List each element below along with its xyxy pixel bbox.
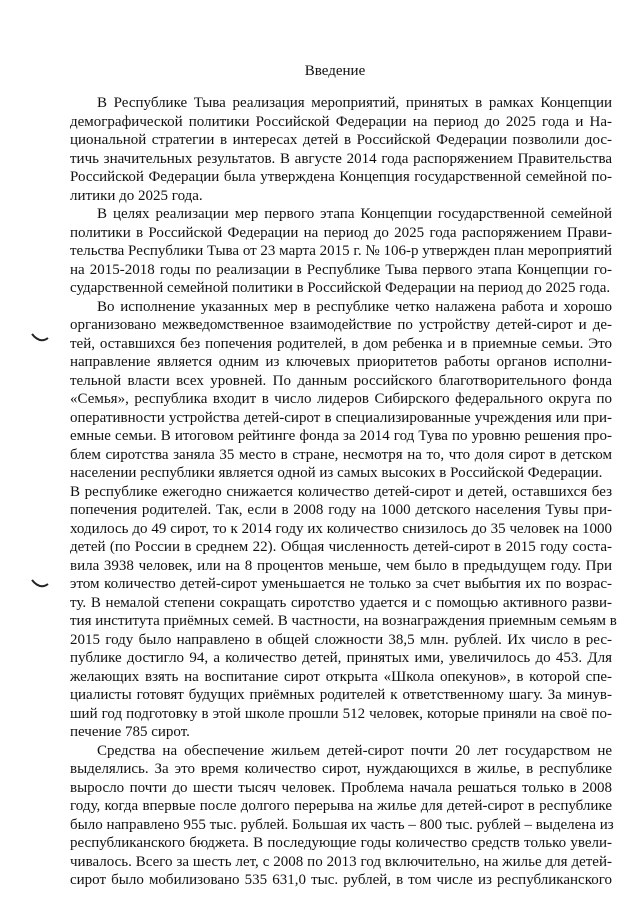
text-line: детей (по России в среднем 22). Общая численность детей-сирот в 2015 году соста- [70,539,612,555]
text-line: ту. В немалой степени сокращать сиротство удается и с помощью активного разви- [70,594,612,611]
text-line: ший год подготовку в этой школе прошли 512 человек, которые приняли на своё по- [70,705,612,722]
text-line: В целях реализации мер первого этапа Концепции государственной семейной [97,206,612,222]
text-line: оперативности устройства детей-сирот в специализированные учреждения или при- [70,409,612,426]
text-line: «Семья», республика входит в число лидеров Сибирского федерального округа по [70,391,612,407]
text-line: Во исполнение указанных мер в республике четко налажена работа и хорошо [97,298,612,315]
text-line: В республике ежегодно снижается количество детей-сирот и детей, оставшихся без [70,483,612,500]
text-line: циалисты готовят будущих приёмных родителей к ответственному шагу. За минув- [70,687,612,703]
text-line: демографической политики Российской Федерации на период до 2025 года и На- [70,113,612,130]
text-line: на 2015-2018 годы по реализации в Республике Тыва первого этапа Концепции го- [70,261,612,278]
text-line: Российской Федерации была утверждена Концепция государственной семейной по- [70,169,612,185]
text-line: тей, оставшихся без попечения родителей, в дом ребенка и в приемные семьи. Это [70,335,612,352]
text-line: направление является одним из ключевых приоритетов работы органов исполни- [70,354,612,370]
scan-mark-icon [30,330,50,346]
text-line: тельства Республики Тыва от 23 марта 2015 г. № 106-р утвержден план мероприятий [70,243,612,259]
paragraph [70,742,612,890]
text-line: выросло почти до шести тысяч человек. Проблема начала решаться только в 2008 [70,779,612,796]
text-line: тичь значительных результатов. В августе 2014 года распоряжением Правительства [70,150,612,167]
text-line: вила 3938 человек, или на 8 процентов меньше, чем было в предыдущем году. При [70,557,612,574]
text-line: тельной власти всех уровней. По данным российского благотворительного фонда [70,372,612,389]
text-line: республиканского бюджета. В последующие годы количество средств только увели- [70,835,612,851]
text-line: печение 785 сирот. [70,724,190,740]
text-line: литики до 2025 года. [70,187,203,204]
text-line: желающих взять на воспитание сирот открыта «Школа опекунов», в которой спе- [70,668,612,685]
text-line: этом количество детей-сирот уменьшается не только за счет выбытия их по возрас- [70,576,612,592]
text-line: емные семьи. В итоговом рейтинге фонда за 2014 год Тува по уровню решения про- [70,428,612,444]
document-body [70,94,617,890]
text-line: тия института приёмных семей. В частности, на вознаграждения приемным семьям в [70,613,617,629]
text-line: 2015 году было направлено в общей сложности 38,5 млн. рублей. Их число в рес- [70,631,612,648]
paragraph [70,205,612,298]
paragraph [70,94,612,205]
text-line: чивалось. Всего за шесть лет, с 2008 по 2013 год включительно, на жилье для детей- [70,853,612,870]
text-line: ходилось до 49 сирот, то к 2014 году их количество снизилось до 35 человек на 1000 [70,520,612,537]
text-line: политики в Российской Федерации на период до 2025 года распоряжением Прави- [70,224,612,241]
text-line: блем сиротства заняла 35 место в стране, несмотря на то, что доля сирот в детском [70,446,612,463]
text-line: году, когда впервые после долгого перерыва на жилье для детей-сирот в республике [70,798,612,814]
text-line: было направлено 955 тыс. рублей. Большая их часть – 800 тыс. рублей – выделена из [70,816,614,833]
text-line: сударственной семейной политики в Российской Федерации на период до 2025 года. [70,280,611,296]
text-line: циональной стратегии в интересах детей в Российской Федерации позволили дос- [70,132,612,148]
text-line: Средства на обеспечение жильем детей-сирот почти 20 лет государством не [97,742,612,759]
text-line: организовано межведомственное взаимодействие по устройству детей-сирот и де- [70,317,612,333]
text-line: В Республике Тыва реализация мероприятий, принятых в рамках Концепции [97,95,612,111]
document-title: Введение [304,63,366,79]
text-line: попечения родителей. Так, если в 2008 году на 1000 детского населения Тувы при- [70,502,612,518]
text-line: сирот было мобилизовано 535 631,0 тыс. рублей, в том числе из республиканского [70,872,612,888]
text-line: выделялись. За это время количество сирот, нуждающихся в жилье, в республике [70,761,612,777]
scan-mark-icon [30,576,50,592]
text-line: населении республики является одной из самых высоких в Российской Федерации. [70,465,603,481]
text-line: публике достигло 94, а количество детей, принятых ими, увеличилось до 453. Для [70,650,612,666]
paragraph [70,298,617,742]
